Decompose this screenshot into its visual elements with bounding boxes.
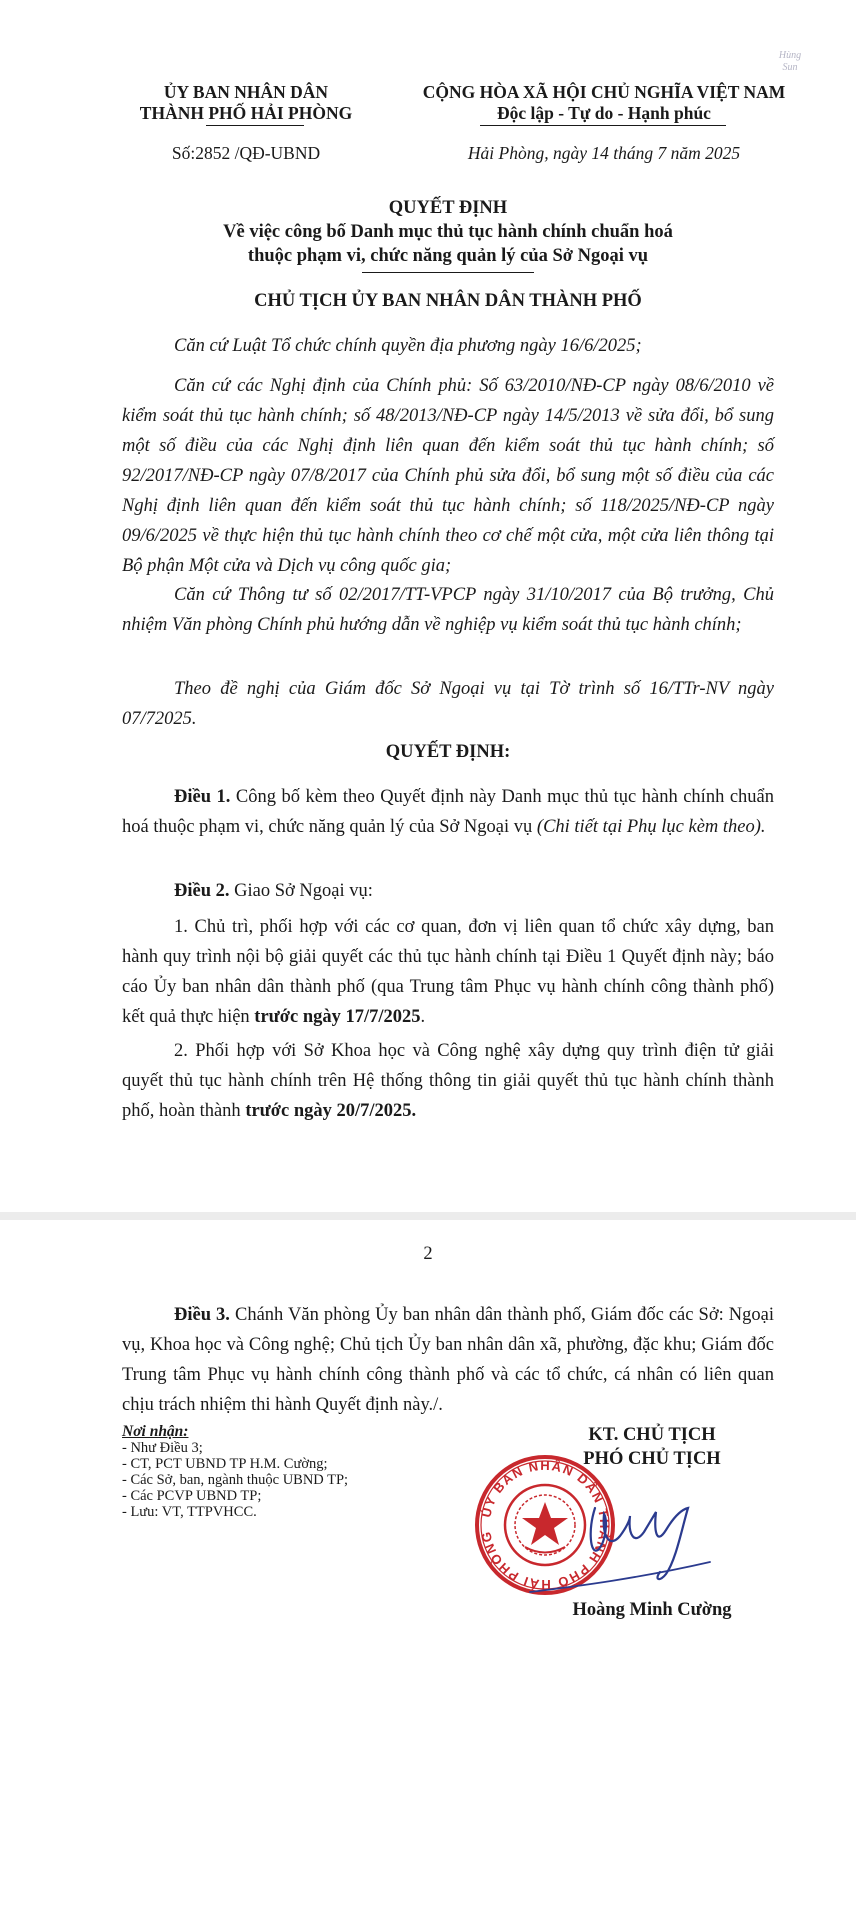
national-name: CỘNG HÒA XÃ HỘI CHỦ NGHĨA VIỆT NAM bbox=[422, 82, 786, 102]
article-2-item-1-end: . bbox=[420, 1007, 426, 1027]
corner-initials-line1: Hùng bbox=[778, 50, 802, 61]
corner-initials bbox=[770, 50, 810, 74]
motto-underline bbox=[480, 125, 726, 126]
official-seal bbox=[477, 1457, 613, 1593]
page-number: 2 bbox=[423, 1244, 433, 1264]
document-number: Số:2852 /QĐ-UBND bbox=[171, 143, 321, 163]
agency-underline bbox=[206, 125, 304, 126]
recipient-item: - Các PCVP UBND TP; bbox=[122, 1488, 262, 1504]
signer-name: Hoàng Minh Cường bbox=[572, 1600, 732, 1620]
decision-type: QUYẾT ĐỊNH bbox=[388, 198, 508, 218]
place-date: Hải Phòng, ngày 14 tháng 7 năm 2025 bbox=[467, 143, 741, 163]
article-2-item-2-text: 2. Phối hợp với Sở Khoa học và Công nghệ xây dựng quy trình điện tử giải quyết thủ tục hành chính trên Hệ thống thông tin giải quyết thủ tục hành chính thành phố, hoàn thành bbox=[122, 1041, 774, 1121]
seal-text: ỦY BAN NHÂN DÂN THÀNH PHỐ HẢI PHÒNG bbox=[478, 1457, 613, 1593]
preamble-decrees: Căn cứ các Nghị định của Chính phủ: Số 63/2010/NĐ-CP ngày 08/6/2010 về kiểm soát thủ tục hành chính; số 48/2013/NĐ-CP ngày 14/5/2013 về sửa đổi, bổ sung một số điều của các Nghị định liên quan đến kiểm soát thủ tục hành chính; số 92/2017/NĐ-CP ngày 07/8/2017 của Chính phủ sửa đổi, bổ sung một số điều của các Nghị định liên quan đến kiểm soát thủ tục hành chính; số 118/2025/NĐ-CP ngày 09/6/2025 về thực hiện thủ tục hành chính theo cơ chế một cửa, một cửa liên thông tại Bộ phận Một cửa và Dịch vụ công quốc gia; bbox=[122, 376, 774, 576]
signature-title-line1: KT. CHỦ TỊCH bbox=[588, 1425, 716, 1445]
article-2-item-2-deadline: trước ngày 20/7/2025. bbox=[245, 1101, 417, 1121]
article-1 bbox=[122, 782, 774, 842]
article-1-label: Điều 1. bbox=[174, 787, 231, 807]
article-2-item-1-deadline: trước ngày 17/7/2025 bbox=[254, 1007, 421, 1027]
preamble-circular: Căn cứ Thông tư số 02/2017/TT-VPCP ngày 31/10/2017 của Bộ trưởng, Chủ nhiệm Văn phòng Chính phủ hướng dẫn về nghiệp vụ kiểm soát thủ tục hành chính; bbox=[122, 585, 774, 635]
issuer-title: CHỦ TỊCH ỦY BAN NHÂN DÂN THÀNH PHỐ bbox=[254, 291, 642, 311]
article-2-text: Giao Sở Ngoại vụ: bbox=[229, 881, 373, 901]
official-seal-and-signature bbox=[470, 1450, 750, 1600]
article-1-italic: (Chi tiết tại Phụ lục kèm theo). bbox=[536, 817, 766, 837]
decision-subject-line1: Về việc công bố Danh mục thủ tục hành chính chuẩn hoá bbox=[223, 222, 673, 242]
article-3 bbox=[122, 1300, 774, 1420]
agency-line1: ỦY BAN NHÂN DÂN bbox=[163, 82, 329, 102]
recipients-heading: Nơi nhận: bbox=[122, 1423, 189, 1440]
article-3-label: Điều 3. bbox=[174, 1305, 230, 1325]
issuing-agency bbox=[118, 82, 374, 124]
agency-line2: THÀNH PHỐ HẢI PHÒNG bbox=[139, 103, 353, 123]
corner-initials-line2: Sun bbox=[782, 62, 798, 73]
decide-heading: QUYẾT ĐỊNH: bbox=[385, 742, 511, 762]
signature-title-line2: PHÓ CHỦ TỊCH bbox=[583, 1449, 721, 1469]
article-2-label: Điều 2. bbox=[174, 881, 230, 901]
article-3-text: Chánh Văn phòng Ủy ban nhân dân thành phố, Giám đốc các Sở: Ngoại vụ, Khoa học và Công nghệ; Chủ tịch Ủy ban nhân dân xã, phường, đặc khu; Giám đốc Trung tâm Phục vụ hành chính công thành phố và các tổ chức, cá nhân có liên quan chịu trách nhiệm thi hành Quyết định này./. bbox=[122, 1305, 774, 1415]
subject-underline bbox=[362, 272, 534, 273]
national-title bbox=[394, 82, 814, 124]
recipient-item: - Như Điều 3; bbox=[122, 1440, 203, 1456]
page-separator bbox=[0, 1212, 856, 1220]
decision-title bbox=[100, 196, 796, 268]
recipient-item: - CT, PCT UBND TP H.M. Cường; bbox=[122, 1456, 328, 1472]
preamble-law: Căn cứ Luật Tổ chức chính quyền địa phương ngày 16/6/2025; bbox=[174, 336, 642, 356]
recipient-item: - Các Sở, ban, ngành thuộc UBND TP; bbox=[122, 1472, 349, 1488]
article-2-item-1-text: 1. Chủ trì, phối hợp với các cơ quan, đơn vị liên quan tổ chức xây dựng, ban hành quy trình nội bộ giải quyết các thủ tục hành chính tại Điều 1 Quyết định này; báo cáo Ủy ban nhân dân thành phố (qua Trung tâm Phục vụ hành chính công thành phố) kết quả thực hiện bbox=[122, 917, 774, 1027]
article-1-text: Công bố kèm theo Quyết định này Danh mục thủ tục hành chính chuẩn hoá thuộc phạm vi, chức năng quản lý của Sở Ngoại vụ bbox=[122, 787, 774, 837]
decision-subject-line2: thuộc phạm vi, chức năng quản lý của Sở Ngoại vụ bbox=[247, 246, 649, 266]
recipients-block bbox=[122, 1424, 422, 1520]
article-2 bbox=[122, 876, 774, 906]
recipient-item: - Lưu: VT, TTPVHCC. bbox=[122, 1504, 257, 1520]
preamble-proposal: Theo đề nghị của Giám đốc Sở Ngoại vụ tại Tờ trình số 16/TTr-NV ngày 07/72025. bbox=[122, 679, 774, 729]
article-2-item-2 bbox=[122, 1036, 774, 1126]
national-motto: Độc lập - Tự do - Hạnh phúc bbox=[497, 103, 711, 123]
article-2-item-1 bbox=[122, 912, 774, 1032]
